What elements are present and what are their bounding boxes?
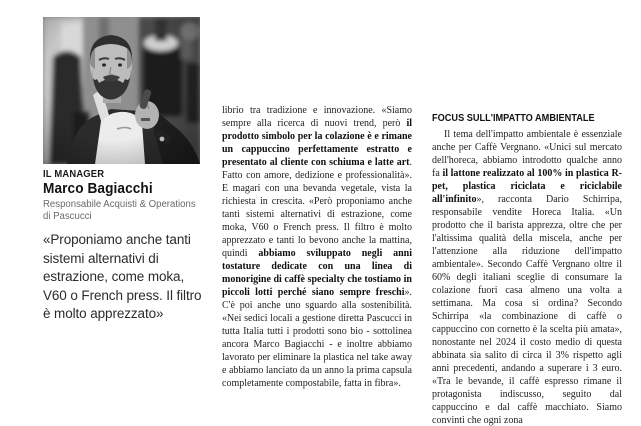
text-segment: Il tema dell'impatto ambientale è essenziale anche per Caffè Vergnano. «Unici sul mercato dell'horeca, abbiamo introdotto qualche anno fa — [432, 129, 622, 179]
text-segment-bold: abbiamo sviluppato negli anni tostature dedicate con una linea di monorigine di caffè specialty che tostiamo in piccoli lotti perché siano sempre freschi — [222, 248, 413, 298]
text-segment: . Fatto con amore, dedizione e professionalità». E magari con una bevanda vegetale, vista la richiesta in crescita. «Però proponiamo anche tanti sistemi alternativi di estrazione, come moka, V60 o French press. Il filtro è molto apprezzato e tanti lo bevono anche la mattina, quindi — [222, 157, 412, 259]
manager-photo — [43, 17, 200, 164]
text-segment: librio tra tradizione e innovazione. «Siamo sempre alla ricerca di nuovi trend, però — [222, 105, 412, 129]
focus-heading: FOCUS SULL'IMPATTO AMBIENTALE — [432, 113, 595, 124]
text-segment: ». C'è poi anche uno sguardo alla sostenibilità. «Nei sedici locali a gestione diretta Pascucci in tutta Italia tutti i prodotti sono bio - sottolinea ancora Marco Bagiacchi - e inoltre abbiamo lavorato per eliminare la plastica nel take away e abbiamo lanciato da un anno la prima capsula completamente compostabile, fatta in fibra». — [222, 287, 412, 389]
focus-paragraph — [432, 128, 622, 426]
manager-name: Marco Bagiacchi — [43, 181, 153, 197]
text-segment-bold: il prodotto simbolo per la colazione è e rimane un cappuccino perfettamente estratto e presentato al cliente con schiuma e latte art — [222, 118, 412, 168]
article-column-right — [432, 112, 622, 426]
text-segment-bold: il lattone realizzato al 100% in plastica R-pet, plastica riciclata e riciclabile all'infinito — [432, 168, 622, 205]
barista-portrait-illustration — [43, 17, 200, 164]
article-column-middle — [222, 104, 412, 390]
manager-role-line2: di Pascucci — [43, 210, 92, 222]
manager-caption — [43, 169, 215, 222]
manager-role-line1: Responsabile Acquisti & Operations — [43, 199, 196, 210]
pull-quote: «Proponiamo anche tanti sistemi alternativi di estrazione, come moka, V60 o French press. Il filtro è molto apprezzato» — [43, 232, 202, 321]
middle-column-paragraph — [222, 104, 412, 390]
text-segment: », racconta Dario Schirripa, responsabile vendite Horeca Italia. «Un prodotto che il barista apprezza, oltre che per l'altissima qualità della miscela, anche per l'attenzione alla riduzione dell'impatto ambientale». Secondo Caffè Vergnano oltre il 60% degli italiani sceglie di consumare la colazione fuori casa almeno una volta a settimana. Ma cosa si ordina? Secondo Schirripa «la combinazione di caffè o cappuccino con cornetto è la scelta più amata», nonostante nel 2024 il costo medio di questa abbinata sia salito di circa il 3% rispetto agli anni precedenti, andando a superare i 3 euro. «Tra le bevande, il caffè espresso rimane il protagonista indiscusso, seguito dal cappuccino e dal caffè macchiato. Siamo convinti che ogni zona — [432, 194, 622, 426]
caption-kicker: IL MANAGER — [43, 169, 105, 180]
manager-role — [43, 199, 208, 222]
